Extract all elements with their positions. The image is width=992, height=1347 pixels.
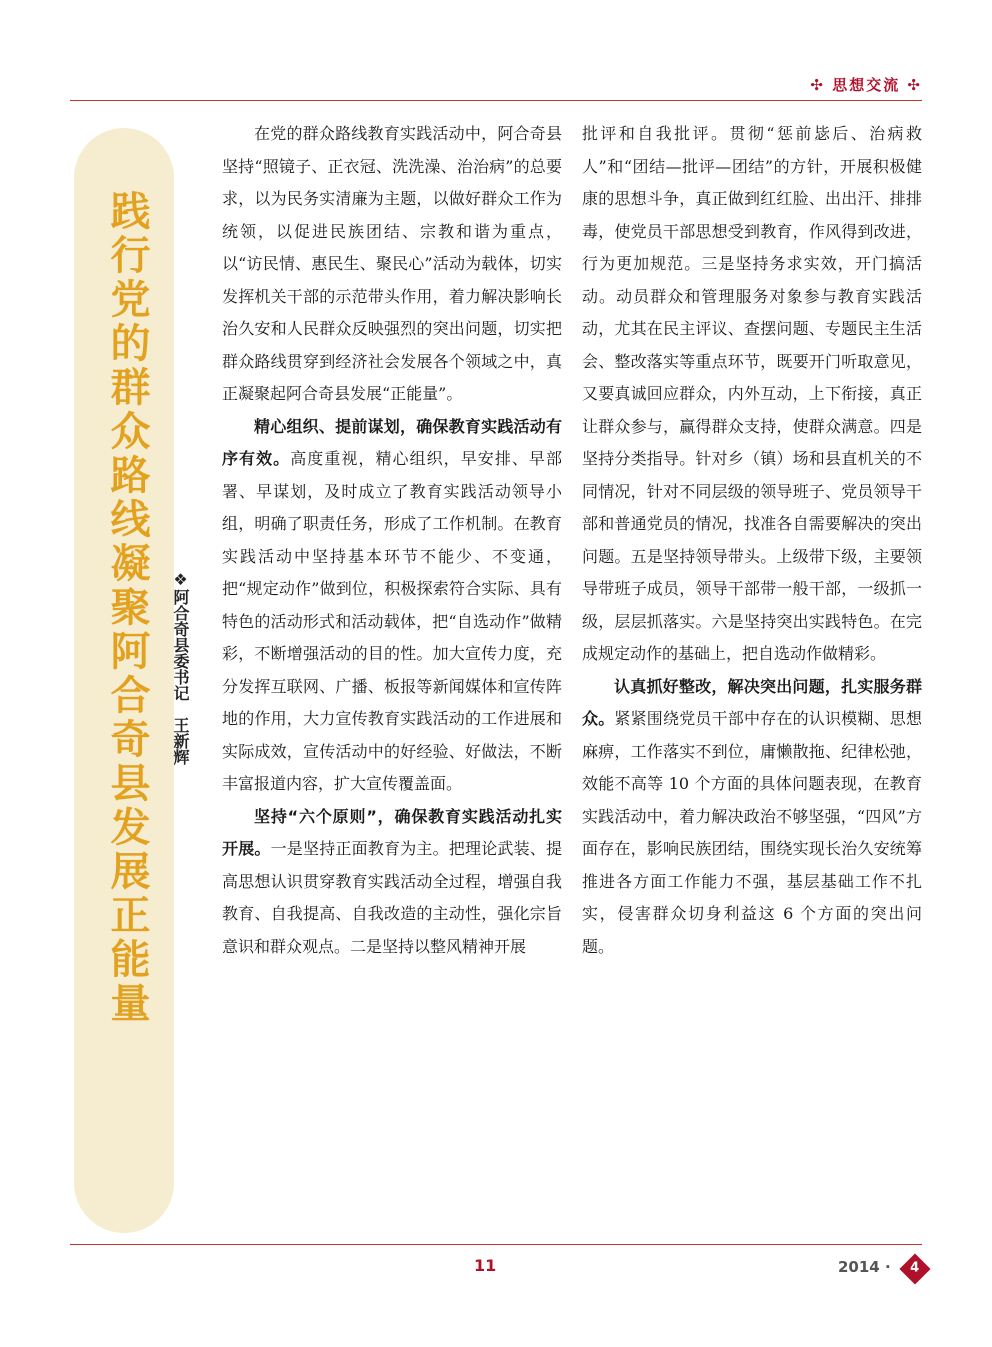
- paragraph: [582, 671, 922, 964]
- paragraph-lead: 认真抓好整改，解决突出问题，扎实服务群众。: [582, 676, 922, 728]
- issue-badge: [899, 1253, 930, 1284]
- issue-year: 2014: [838, 1258, 880, 1276]
- issue-label: [838, 1258, 926, 1280]
- byline-bullet: ❖: [171, 570, 190, 589]
- page-number: 11: [474, 1256, 497, 1275]
- paragraph-body: 一是坚持正面教育为主。把理论武装、提高思想认识贯穿教育实践活动全过程，增强自我教育、自我提高、自我改造的主动性，强化宗旨意识和群众观点。二是坚持以整风精神开展: [222, 839, 562, 956]
- right-column: [582, 118, 922, 963]
- footer-rule: [70, 1244, 922, 1245]
- byline: [168, 570, 192, 765]
- section-tag: ✣ 思想交流 ✣: [810, 76, 922, 94]
- paragraph-body: 紧紧围绕党员干部中存在的认识模糊、思想麻痹，工作落实不到位，庸懒散拖、纪律松弛，效能不高等 10 个方面的具体问题表现，在教育实践活动中，着力解决政治不够坚强，“四风”方面存在，影响民族团结，围绕实现长治久安统筹推进各方面工作能力不强，基层基础工作不扎实，侵害群众切身利益这 6 个方面的突出问题。: [582, 709, 922, 956]
- author-name: 王新辉: [171, 717, 190, 765]
- paragraph: 在党的群众路线教育实践活动中，阿合奇县坚持“照镜子、正衣冠、洗洗澡、治治病”的总要求，以为民务实清廉为主题，以做好群众工作为统领，以促进民族团结、宗教和谐为重点，以“访民情、惠民生、聚民心”活动为载体，切实发挥机关干部的示范带头作用，着力解决影响长治久安和人民群众反映强烈的突出问题，切实把群众路线贯穿到经济社会发展各个领域之中，真正凝聚起阿合奇县发展“正能量”。: [222, 124, 562, 403]
- left-column: [222, 118, 562, 963]
- paragraph-body: 高度重视，精心组织，早安排、早部署、早谋划，及时成立了教育实践活动领导小组，明确了职责任务，形成了工作机制。在教育实践活动中坚持基本环节不能少、不变通，把“规定动作”做到位，积极探索符合实际、具有特色的活动形式和活动载体，把“自选动作”做精彩，不断增强活动的目的性。加大宣传力度，充分发挥互联网、广播、板报等新闻媒体和宣传阵地的作用，大力宣传教育实践活动的工作进展和实际成效，宣传活动中的好经验、好做法，不断丰富报道内容，扩大宣传覆盖面。: [222, 449, 562, 793]
- paragraph-lead: 精心组织、提前谋划，确保教育实践活动有序有效。: [222, 416, 562, 468]
- issue-separator: ·: [884, 1258, 891, 1276]
- paragraph: 批评和自我批评。贯彻“惩前毖后、治病救人”和“团结—批评—团结”的方针，开展积极健康的思想斗争，真正做到红红脸、出出汗、排排毒，使党员干部思想受到教育，作风得到改进，行为更加规范。三是坚持务求实效，开门搞活动。动员群众和管理服务对象参与教育实践活动，尤其在民主评议、查摆问题、专题民主生活会、整改落实等重点环节，既要开门听取意见，又要真诚回应群众，内外互动，上下衔接，真正让群众参与，赢得群众支持，使群众满意。四是坚持分类指导。针对乡（镇）场和县直机关的不同情况，针对不同层级的领导班子、党员领导干部和普通党员的情况，找准各自需要解决的突出问题。五是坚持领导带头。上级带下级，主要领导带班子成员，领导干部带一般干部，一级抓一级，层层抓落实。六是坚持突出实践特色。在完成规定动作的基础上，把自选动作做精彩。: [582, 124, 922, 663]
- paragraph: [222, 801, 562, 964]
- paragraph-lead: 坚持“六个原则”，确保教育实践活动扎实开展。: [222, 806, 562, 858]
- issue-number: 4: [910, 1260, 920, 1276]
- paragraph: [222, 411, 562, 801]
- article-title: 践行党的群众路线凝聚阿合奇县发展正能量: [104, 190, 150, 1026]
- author-role: 阿合奇县委书记: [171, 589, 190, 701]
- header-rule: [70, 100, 922, 101]
